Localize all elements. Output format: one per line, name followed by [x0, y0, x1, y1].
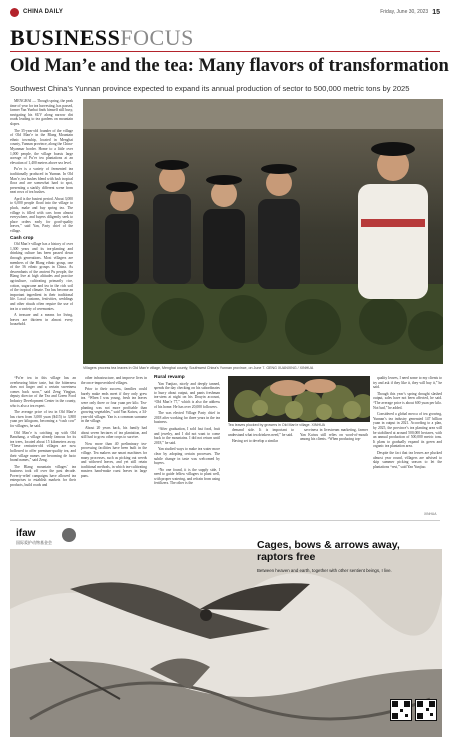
body-paragraph: Old Man’e is catching up with Old Banzhang, a village already famous for its tea trees, located about 15 kilometers away. “These centuries-old villages are now hollowed to offer premium-quality tea, and their village names are becoming de facto brand names,” said Zeng.	[10, 430, 76, 463]
second-photo-illustration	[228, 376, 370, 422]
paper-name: CHINA DAILY	[23, 9, 64, 15]
body-paragraph: The average price of tea in Old Man’e has risen from 3,000 yuan ($415) to 3,800 yuan per kilogram, becoming a “cash cow” for villagers, he said.	[10, 410, 76, 428]
lede-column	[10, 99, 73, 329]
body-paragraph: Though this year’s spring drought slashed output, sales have not been affected, he said. “The average price is about 600 yuan per kilo. Not bad,” he added.	[373, 391, 442, 410]
section-title	[10, 25, 194, 51]
lede-paragraph: A treasure and a means for living, leaves are thirteen in almost every household.	[10, 313, 73, 327]
body-paragraph: “After graduation, I sold fast food, fruit and jewelry, and I did not want to come back to the mountains. I did not return until 2018,” he said.	[154, 426, 220, 445]
body-paragraph: The Blang mountain villages’ tea business took off over the past decade. Poverty-relief campaigns have allowed tea enterprises to establish markets for their products, build roads and	[10, 464, 76, 488]
lede-paragraph: April is the busiest period. About 3,000 to 6,000 people flood into the village to pluck, make and buy spring tea. The village is filled with cars from almost everywhere, and buyers diligently seek to place orders early for good-quality leaves,” said Yan, Party chief of the village.	[10, 196, 73, 234]
body-paragraph: Yan Yunjiao, nicely and deeply tanned, spends the day checking on his subordinates to hurry about output, and pants freshman tea-stem at night on his Douyin account, “Old Man’e 77,” which is also the address of his home. He has over 20,000 followers.	[154, 381, 220, 409]
main-photo	[83, 99, 443, 364]
body-paragraph: Considered a global mecca of tea growing, Yunnan’s tea industry generated 147 billion yuan in output in 2021. According to a plan, by 2025, the province’s tea planting area will be stabilized at around 500,000 hectares, with an annual production of 500,000 metric tons. It plans to gradually expand its green and organic tea plantation area.	[373, 412, 442, 449]
body-paragraph: Having set to develop a similar	[232, 439, 278, 444]
subhead-cash-crop: Cash crop	[10, 235, 34, 241]
lede-paragraph: The 35-year-old founder of the village of Old Man’e in the Blang Mountain ethnic township, located in Menghai county, Yunnan province, along the China-Myanmar border. Home to a little over 1,000 people, the village boasts large acreage of Pu’er tea plantations at an elevation of 1,400 meters above sea level.	[10, 128, 74, 165]
lede-paragraph: MENGHAI — Though spring, the peak time of year for tea harvesting, has passed, farmer Yan Yunbai finds himself still busy, navigating his SUV along narrow dirt roads leading to tea gardens on mountain slopes.	[10, 99, 73, 126]
section-title-bold: BUSINESS	[10, 25, 121, 50]
lede-paragraph: Old Man’e village has a history of over 1,300 years and its tea-planting and drinking culture has been passed down through generations. Most villagers are members of the Blang ethnic group, one of the 56 ethnic groups in China. As descendants of the ancient Pu people, the Blang live at high altitudes and practice agriculture, cultivating primarily rice, cotton, sugarcane and tea in the rich soil of the tropical climate. Tea has become an important ingredient in their traditional life. Local customs, festivities, weddings and other rituals often require the use of tea in a variety of ceremonies.	[10, 242, 73, 311]
body-paragraph: savviness in livestream marketing, farmer Yan Kaiwu still relies on word-of-mouth among his clients. “When producing top-	[300, 428, 368, 442]
ad-illustration	[10, 549, 442, 737]
ad-tagline: Between heaven and earth, together with other sentient beings, I live.	[257, 568, 392, 573]
second-photo	[228, 376, 370, 422]
body-paragraph: “Pu’er tea in this village has an overbearing bitter taste, but the bitterness does not linger and a certain sweetness comes back soon,” said Zeng Yingjun, deputy director of the Tea and Green Food Industry Development Center in the county, who is also a tea expert.	[10, 376, 76, 408]
ifaw-logo-subtitle: 国际爱护动物基金会	[16, 540, 52, 545]
body-paragraph: demand side. It is important to understand what tea drinkers need,” he said.	[228, 428, 294, 437]
second-photo-caption: Tea leaves plucked by growers in Old Man’e village. XINHUA	[228, 423, 326, 427]
byline: XINHUA	[424, 512, 437, 516]
body-paragraph: About 20 years back, his family had about seven hectares of tea plantation, and still had to grow other crops to survive.	[81, 425, 147, 440]
body-column-5	[300, 428, 368, 444]
china-daily-logo-icon	[10, 8, 19, 17]
masthead-right	[380, 9, 440, 16]
main-photo-illustration	[83, 99, 443, 364]
body-paragraph: Despite the fact that tea leaves are plucked almost year round, villagers are advised to skip summer picking season to let the plantations “rest,” said Yan Yunjiao.	[373, 450, 442, 469]
body-paragraph: The was elected Village Party chief in 2018 after working for three years in the tea business.	[154, 411, 220, 425]
section-rule	[10, 51, 440, 52]
ad-title: Cages, bows & arrows away, raptors free	[257, 539, 400, 563]
main-photo-caption: Villagers process tea leaves in Old Man’e village, Menghai county, Southwest China’s Yunnan province, on June 7. GENG XUANXING / XINHUA	[83, 366, 314, 370]
body-paragraph: Now more than 40 preliminary tea-processing facilities have been built in the village. Tea makers use smart machines for many processes, such as picking out weeds and withered leaves, and yet still retain traditional methods, in which tea-cultivating masters hand-make roast leaves in large pans.	[81, 441, 147, 478]
qr-code-icon	[390, 699, 412, 721]
body-paragraph: Yan studied ways to make tea water more clear by adopting certain processes. The subtle change in taste was welcomed by buyers.	[154, 447, 220, 466]
ifaw-logo: ifaw	[16, 528, 36, 539]
body-paragraph: Prior to their success, families could barely make ends meet if they only grew tea. “When I was young, fresh tea leaves were only three or four yuan per kilo. Tea-planting was not more profitable than growing vegetables,” said Yan Kaiwu, a 34-year-old villager. Yan is a common surname in the village.	[81, 387, 147, 424]
body-column-2	[81, 376, 147, 480]
qr-code-icon	[415, 699, 437, 721]
masthead-left	[10, 8, 63, 17]
lede-paragraph: Pu’er is a variety of fermented tea traditionally produced in Yunnan. In Old Man’e, tea bushes blend with lush tropical flora and are somewhat hard to spot, presenting a starkly different scene from neat rows of tea bushes.	[10, 167, 73, 195]
body-paragraph: other infrastructure, and improve lives in the once-impoverished villages.	[81, 376, 147, 385]
issue-date: Friday, June 30, 2023	[380, 9, 429, 15]
advertisement	[10, 524, 442, 737]
deck: Southwest China’s Yunnan province expected to expand its annual production of sector to 500,000 metric tons by 2025	[10, 84, 410, 93]
subhead-rural-revamp: Rural revamp	[154, 375, 185, 380]
section-title-light: FOCUS	[120, 25, 194, 50]
body-column-4	[228, 428, 294, 446]
body-column-6	[373, 376, 442, 471]
masthead	[10, 6, 440, 18]
ad-emblem-icon	[62, 528, 76, 542]
page-number: 15	[432, 8, 440, 16]
body-paragraph: quality leaves, I need some to my clients to try and ask if they like it, they will buy it,” he said.	[373, 376, 442, 390]
headline: Old Man’e and the tea: Many flavors of transformation	[10, 56, 449, 76]
body-paragraph: “No one found, it is the supply side, I need to guide fellow villagers to plant well, with proper watering, and refrain from using fertilizers. The other is the	[154, 467, 220, 486]
body-column-1	[10, 376, 76, 490]
body-column-3	[154, 376, 220, 488]
ad-divider	[10, 520, 440, 521]
